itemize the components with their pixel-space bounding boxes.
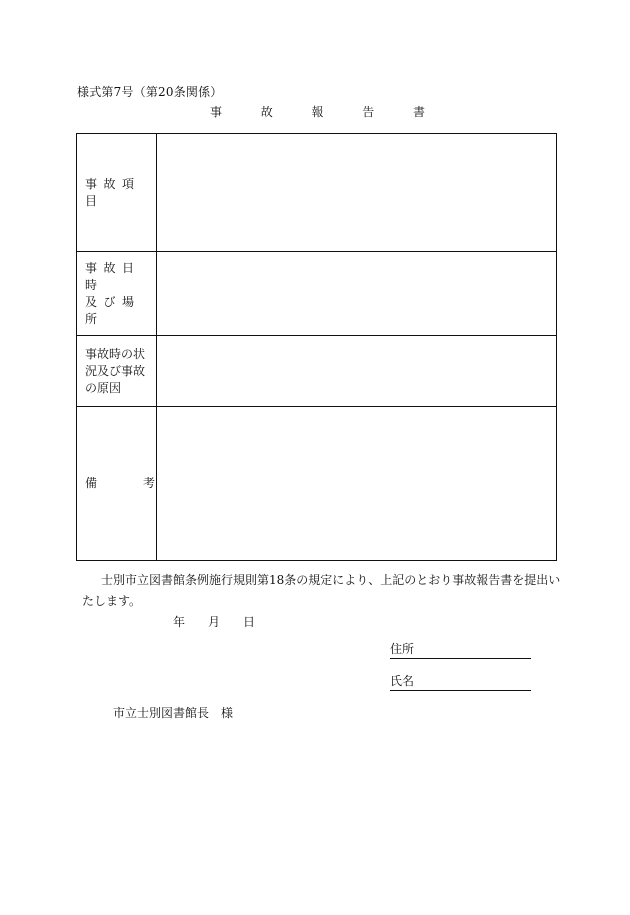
form-number: 様式第7号（第20条関係）: [77, 85, 223, 99]
row-remarks: [77, 407, 556, 560]
label-line: 事故日時: [85, 260, 141, 292]
label-line: 事故時の状: [85, 346, 146, 361]
situation-cause-field[interactable]: [157, 336, 556, 406]
label-incident-item: 事故項目: [77, 134, 157, 251]
title-char: 故: [260, 105, 273, 119]
incident-item-field[interactable]: [157, 134, 556, 251]
label-line: 及び場所: [85, 294, 141, 326]
report-form-table: [76, 133, 557, 561]
statement-line: 士別市立図書館条例施行規則第18条の規定により、上記のとおり事故報告書を提出い: [101, 573, 561, 587]
submission-date: [173, 613, 255, 630]
address-field[interactable]: [390, 640, 531, 659]
document-title: [210, 103, 425, 120]
label-datetime-place: [77, 252, 157, 335]
submission-statement: [82, 570, 562, 612]
addressee: 市立士別図書館長 様: [113, 706, 234, 720]
date-day-label: 日: [243, 615, 256, 629]
row-situation-cause: [77, 336, 556, 407]
label-line: の原因: [85, 380, 122, 395]
label-line: 況及び事故: [85, 363, 146, 378]
label-situation-cause: [77, 336, 157, 406]
name-label: 氏名: [390, 674, 415, 688]
date-year-label: 年: [173, 615, 186, 629]
title-char: 書: [412, 105, 425, 119]
name-field[interactable]: [390, 672, 531, 691]
title-char: 告: [362, 105, 375, 119]
datetime-place-field[interactable]: [157, 252, 556, 335]
row-incident-item: [77, 134, 556, 252]
remarks-field[interactable]: [157, 407, 556, 560]
row-datetime-place: [77, 252, 556, 336]
label-char: 備: [85, 476, 98, 490]
title-char: 事: [210, 105, 223, 119]
date-month-label: 月: [208, 615, 221, 629]
address-label: 住所: [390, 642, 415, 656]
statement-line: たします。: [82, 594, 142, 608]
label-char: 考: [142, 476, 155, 490]
label-remarks: [77, 407, 157, 560]
title-char: 報: [311, 105, 324, 119]
